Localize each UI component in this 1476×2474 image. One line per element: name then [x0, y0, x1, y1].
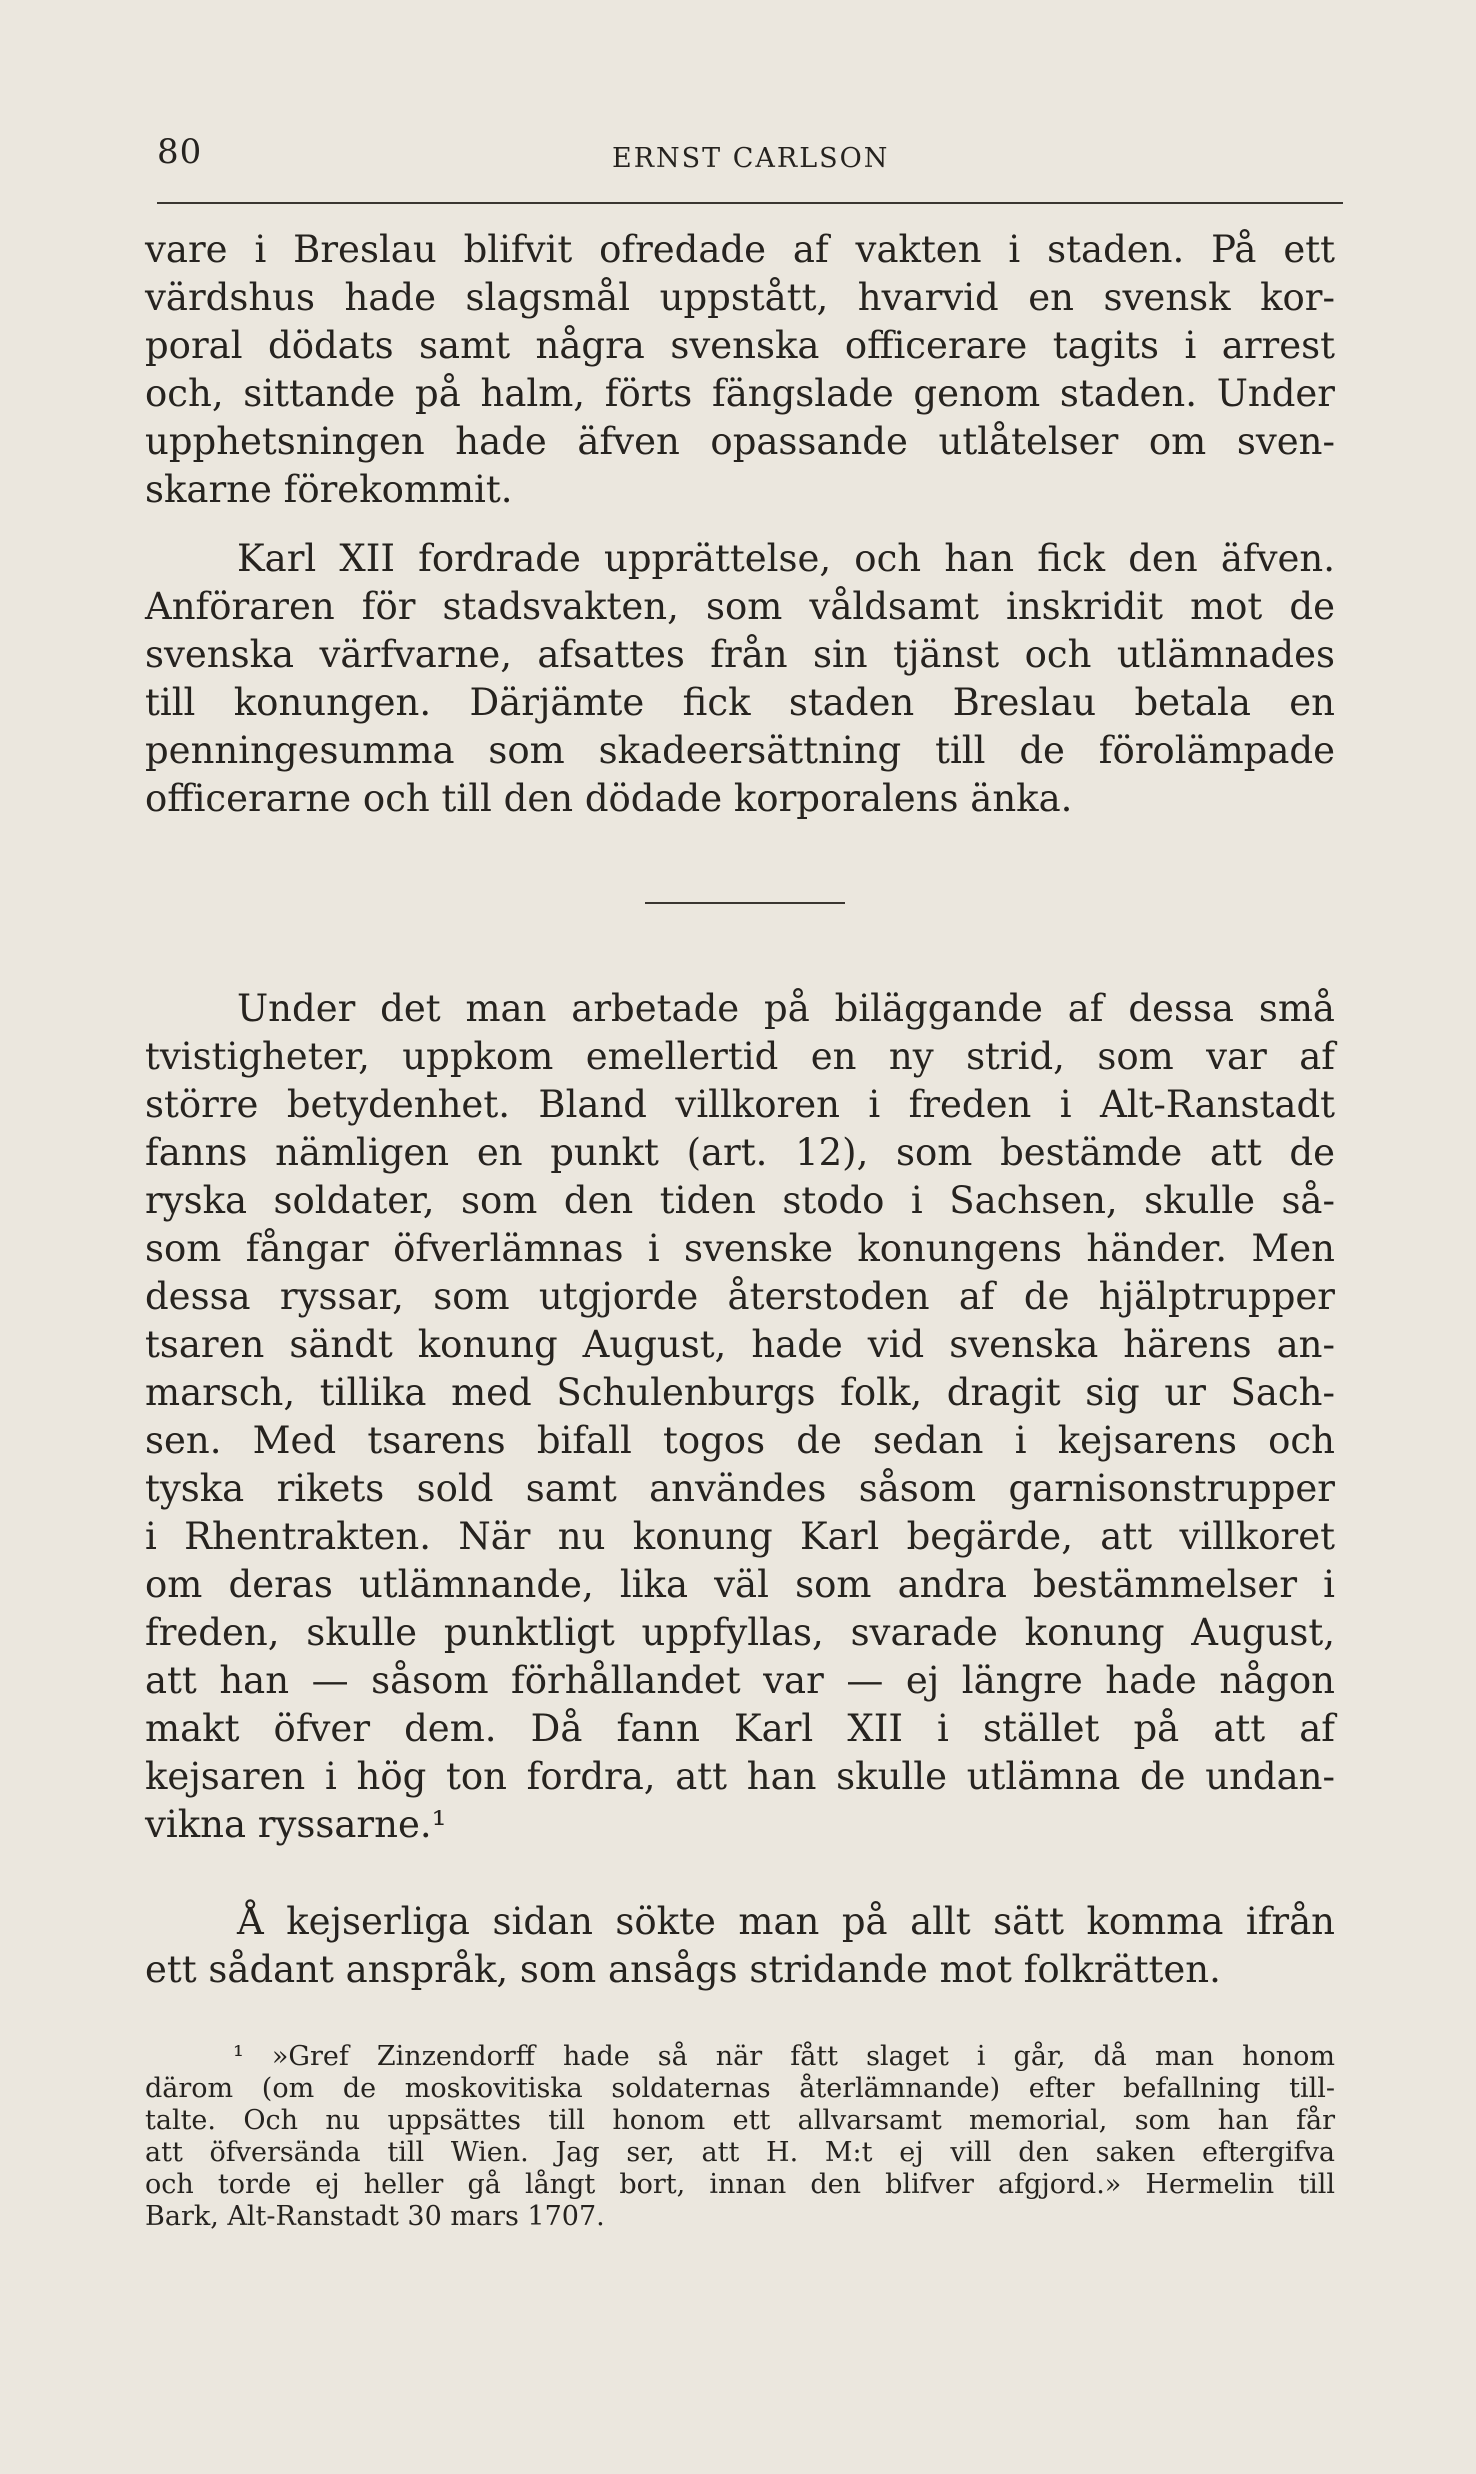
text-line: fanns nämligen en punkt (art. 12), som bestämde att de: [145, 1131, 1335, 1174]
text-line: marsch, tillika med Schulenburgs folk, dragit sig ur Sach-: [145, 1371, 1335, 1414]
text-line: i Rhentrakten. När nu konung Karl begärde, att villkoret: [145, 1515, 1335, 1558]
footnote-line: och torde ej heller gå långt bort, innan den blifver afgjord.» Hermelin till: [145, 2169, 1335, 2200]
text-line: om deras utlämnande, lika väl som andra bestämmelser i: [145, 1563, 1335, 1606]
text-line: som fångar öfverlämnas i svenske konungens händer. Men: [145, 1227, 1335, 1270]
text-line: tvistigheter, uppkom emellertid en ny strid, som var af: [145, 1035, 1335, 1078]
footnote-line: att öfversända till Wien. Jag ser, att H. M:t ej vill den saken eftergifva: [145, 2137, 1335, 2168]
text-line: större betydenhet. Bland villkoren i freden i Alt-Ranstadt: [145, 1083, 1335, 1126]
footnote-line: talte. Och nu uppsättes till honom ett allvarsamt memorial, som han får: [145, 2105, 1335, 2136]
footnote: [145, 2041, 1335, 2233]
header-rule: [157, 202, 1343, 204]
text-line: svenska värfvarne, afsattes från sin tjänst och utlämnades: [145, 633, 1335, 676]
section-divider: [645, 902, 845, 904]
text-line: Å kejserliga sidan sökte man på allt sätt komma ifrån: [237, 1900, 1335, 1943]
footnote-line: Bark, Alt-Ranstadt 30 mars 1707.: [145, 2201, 605, 2232]
text-line: tsaren sändt konung August, hade vid svenska härens an-: [145, 1323, 1335, 1366]
text-line: tyska rikets sold samt användes såsom garnisonstrupper: [145, 1467, 1335, 1510]
text-line: och, sittande på halm, förts fängslade genom staden. Under: [145, 372, 1335, 415]
text-line: vikna ryssarne.¹: [145, 1803, 447, 1846]
text-line: att han — såsom förhållandet var — ej längre hade någon: [145, 1659, 1335, 1702]
footnote-line: ¹ »Gref Zinzendorff hade så när fått slaget i går, då man honom: [233, 2041, 1335, 2072]
paragraph-4: [145, 1898, 1335, 1994]
paragraph-1: [145, 226, 1335, 514]
text-line: ryska soldater, som den tiden stodo i Sachsen, skulle så-: [145, 1179, 1335, 1222]
text-line: Karl XII fordrade upprättelse, och han fick den äfven.: [237, 537, 1335, 580]
footnote-line: därom (om de moskovitiska soldaternas återlämnande) efter befallning till-: [145, 2073, 1335, 2104]
text-line: dessa ryssar, som utgjorde återstoden af de hjälptrupper: [145, 1275, 1335, 1318]
text-line: Anföraren för stadsvakten, som våldsamt inskridit mot de: [145, 585, 1335, 628]
page-number: 80: [157, 132, 203, 172]
text-line: officerarne och till den dödade korporalens änka.: [145, 777, 1073, 820]
text-line: skarne förekommit.: [145, 468, 513, 511]
paragraph-2: [145, 535, 1335, 823]
text-line: kejsaren i hög ton fordra, att han skulle utlämna de undan-: [145, 1755, 1335, 1798]
text-line: sen. Med tsarens bifall togos de sedan i kejsarens och: [145, 1419, 1335, 1462]
text-line: värdshus hade slagsmål uppstått, hvarvid en svensk kor-: [145, 276, 1335, 319]
text-line: makt öfver dem. Då fann Karl XII i stället på att af: [145, 1707, 1335, 1750]
text-line: poral dödats samt några svenska officerare tagits i arrest: [145, 324, 1335, 367]
text-line: upphetsningen hade äfven opassande utlåtelser om sven-: [145, 420, 1335, 463]
text-line: Under det man arbetade på biläggande af dessa små: [237, 987, 1335, 1030]
running-head: ERNST CARLSON: [612, 143, 890, 174]
text-line: freden, skulle punktligt uppfyllas, svarade konung August,: [145, 1611, 1335, 1654]
paragraph-3: [145, 985, 1335, 1849]
text-line: vare i Breslau blifvit ofredade af vakten i staden. På ett: [145, 228, 1335, 271]
text-line: penningesumma som skadeersättning till de förolämpade: [145, 729, 1335, 772]
text-line: ett sådant anspråk, som ansågs stridande mot folkrätten.: [145, 1948, 1221, 1991]
text-line: till konungen. Därjämte fick staden Breslau betala en: [145, 681, 1335, 724]
